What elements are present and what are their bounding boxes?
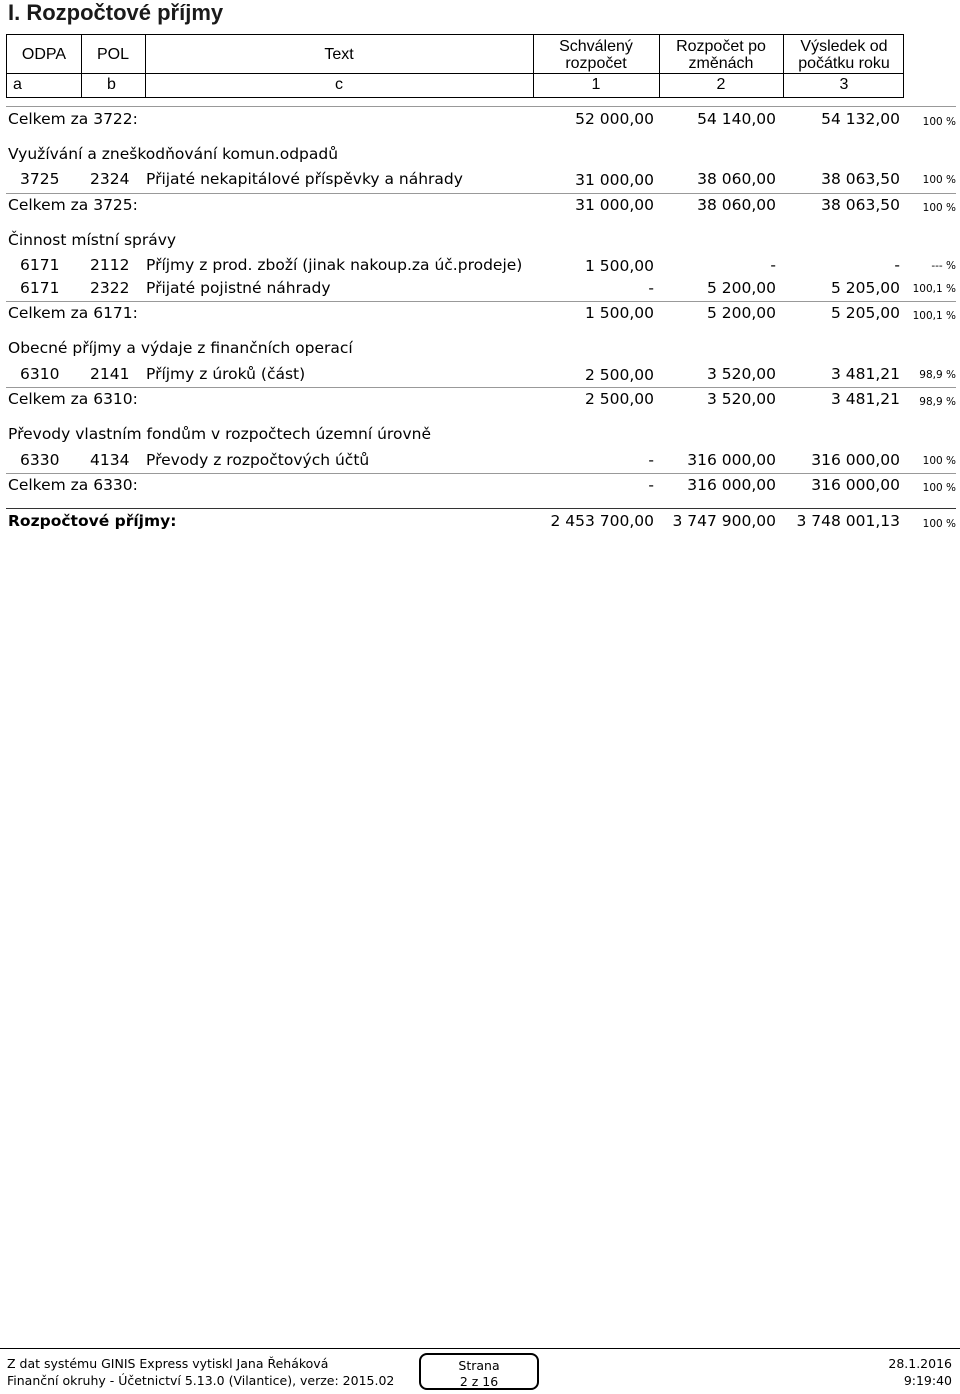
footer-software: Finanční okruhy - Účetnictví 5.13.0 (Vilantice), verze: 2015.02 <box>7 1373 395 1388</box>
grand-total-label: Rozpočtové příjmy: <box>8 512 177 530</box>
row-v2: 3 520,00 <box>706 365 776 383</box>
grand-total-v2: 3 747 900,00 <box>672 512 776 530</box>
row-text: Přijaté nekapitálové příspěvky a náhrady <box>146 170 463 188</box>
row-odpa: 6171 <box>20 256 60 274</box>
header-rozpocet-po-zmenach: Rozpočet po změnách <box>676 38 766 72</box>
row-pct: --- % <box>931 260 956 272</box>
row-pct: 100 % <box>922 455 956 467</box>
row-pol: 2112 <box>90 256 130 274</box>
total-row-label: Celkem za 6330: <box>8 476 138 494</box>
total-row-pct: 100 % <box>922 482 956 494</box>
row-odpa: 3725 <box>20 170 60 188</box>
header-schvaleny: Schválený rozpočet <box>559 38 633 72</box>
total-row-v3: 5 205,00 <box>830 304 900 322</box>
total-row-v3: 316 000,00 <box>811 476 900 494</box>
header-pol: POL <box>96 46 129 63</box>
row-v3: 38 063,50 <box>821 170 900 188</box>
header-sub-c: c <box>335 76 343 93</box>
row-pct: 100 % <box>922 174 956 186</box>
row-v1: 1 500,00 <box>584 257 654 275</box>
header-sub-a: a <box>13 76 22 93</box>
row-pol: 2141 <box>90 365 130 383</box>
row-odpa: 6171 <box>20 279 60 297</box>
total-row-v3: 54 132,00 <box>821 110 900 128</box>
row-v1: - <box>648 279 654 297</box>
total-row-pct: 100 % <box>922 202 956 214</box>
row-v2: - <box>770 256 776 274</box>
row-v1: 2 500,00 <box>584 366 654 384</box>
total-row-v2: 3 520,00 <box>706 390 776 408</box>
row-v3: 316 000,00 <box>811 451 900 469</box>
total-row-v2: 38 060,00 <box>697 196 776 214</box>
row-text: Příjmy z úroků (část) <box>146 365 306 383</box>
grand-total-v3: 3 748 001,13 <box>796 512 900 530</box>
page-label: Strana <box>458 1358 500 1373</box>
grand-total-pct: 100 % <box>922 518 956 530</box>
page-number: 2 z 16 <box>459 1374 499 1389</box>
total-row-v2: 316 000,00 <box>687 476 776 494</box>
total-row-v2: 5 200,00 <box>706 304 776 322</box>
row-v2: 316 000,00 <box>687 451 776 469</box>
header-odpa: ODPA <box>21 46 67 63</box>
total-row-v1: 1 500,00 <box>584 304 654 322</box>
page-number-box <box>419 1353 539 1390</box>
total-row-v1: 2 500,00 <box>584 390 654 408</box>
group-heading: Činnost místní správy <box>8 231 177 249</box>
row-v1: 31 000,00 <box>575 171 654 189</box>
total-row-v3: 3 481,21 <box>830 390 900 408</box>
row-v3: - <box>894 256 900 274</box>
total-row-v1: - <box>648 476 654 494</box>
row-v1: - <box>648 451 654 469</box>
group-heading: Obecné příjmy a výdaje z finančních operací <box>8 339 353 357</box>
row-pol: 2322 <box>90 279 130 297</box>
footer-time: 9:19:40 <box>903 1373 952 1388</box>
total-row-v1: 52 000,00 <box>575 110 654 128</box>
group-heading: Převody vlastním fondům v rozpočtech územní úrovně <box>8 425 431 443</box>
group-heading: Využívání a zneškodňování komun.odpadů <box>8 145 339 163</box>
total-row-label: Celkem za 6171: <box>8 304 138 322</box>
row-odpa: 6310 <box>20 365 60 383</box>
grand-total-v1: 2 453 700,00 <box>550 512 654 530</box>
total-row-pct: 100 % <box>922 116 956 128</box>
total-row-label: Celkem za 6310: <box>8 390 138 408</box>
footer-date: 28.1.2016 <box>888 1356 952 1371</box>
row-text: Převody z rozpočtových účtů <box>146 451 370 469</box>
row-v2: 38 060,00 <box>697 170 776 188</box>
total-row-v3: 38 063,50 <box>821 196 900 214</box>
header-sub-1: 1 <box>591 76 601 93</box>
row-text: Příjmy z prod. zboží (jinak nakoup.za úč.prodeje) <box>146 256 523 274</box>
header-vysledek: Výsledek od počátku roku <box>798 38 890 72</box>
row-text: Přijaté pojistné náhrady <box>146 279 331 297</box>
row-pct: 98,9 % <box>919 369 956 381</box>
row-v3: 3 481,21 <box>830 365 900 383</box>
header-sub-b: b <box>107 76 116 93</box>
total-row-label: Celkem za 3725: <box>8 196 138 214</box>
row-v2: 5 200,00 <box>706 279 776 297</box>
header-sub-3: 3 <box>839 76 849 93</box>
total-row-pct: 100,1 % <box>912 310 956 322</box>
total-row-v1: 31 000,00 <box>575 196 654 214</box>
row-odpa: 6330 <box>20 451 60 469</box>
header-text: Text <box>324 46 354 63</box>
row-v3: 5 205,00 <box>830 279 900 297</box>
total-row-pct: 98,9 % <box>919 396 956 408</box>
row-pol: 4134 <box>90 451 130 469</box>
footer-printed-by: Z dat systému GINIS Express vytiskl Jana Řeháková <box>7 1356 329 1371</box>
page-title: I. Rozpočtové příjmy <box>8 0 224 25</box>
row-pct: 100,1 % <box>912 283 956 295</box>
header-sub-2: 2 <box>716 76 726 93</box>
table-header <box>6 34 904 98</box>
total-row-v2: 54 140,00 <box>697 110 776 128</box>
row-pol: 2324 <box>90 170 130 188</box>
total-row-label: Celkem za 3722: <box>8 110 138 128</box>
